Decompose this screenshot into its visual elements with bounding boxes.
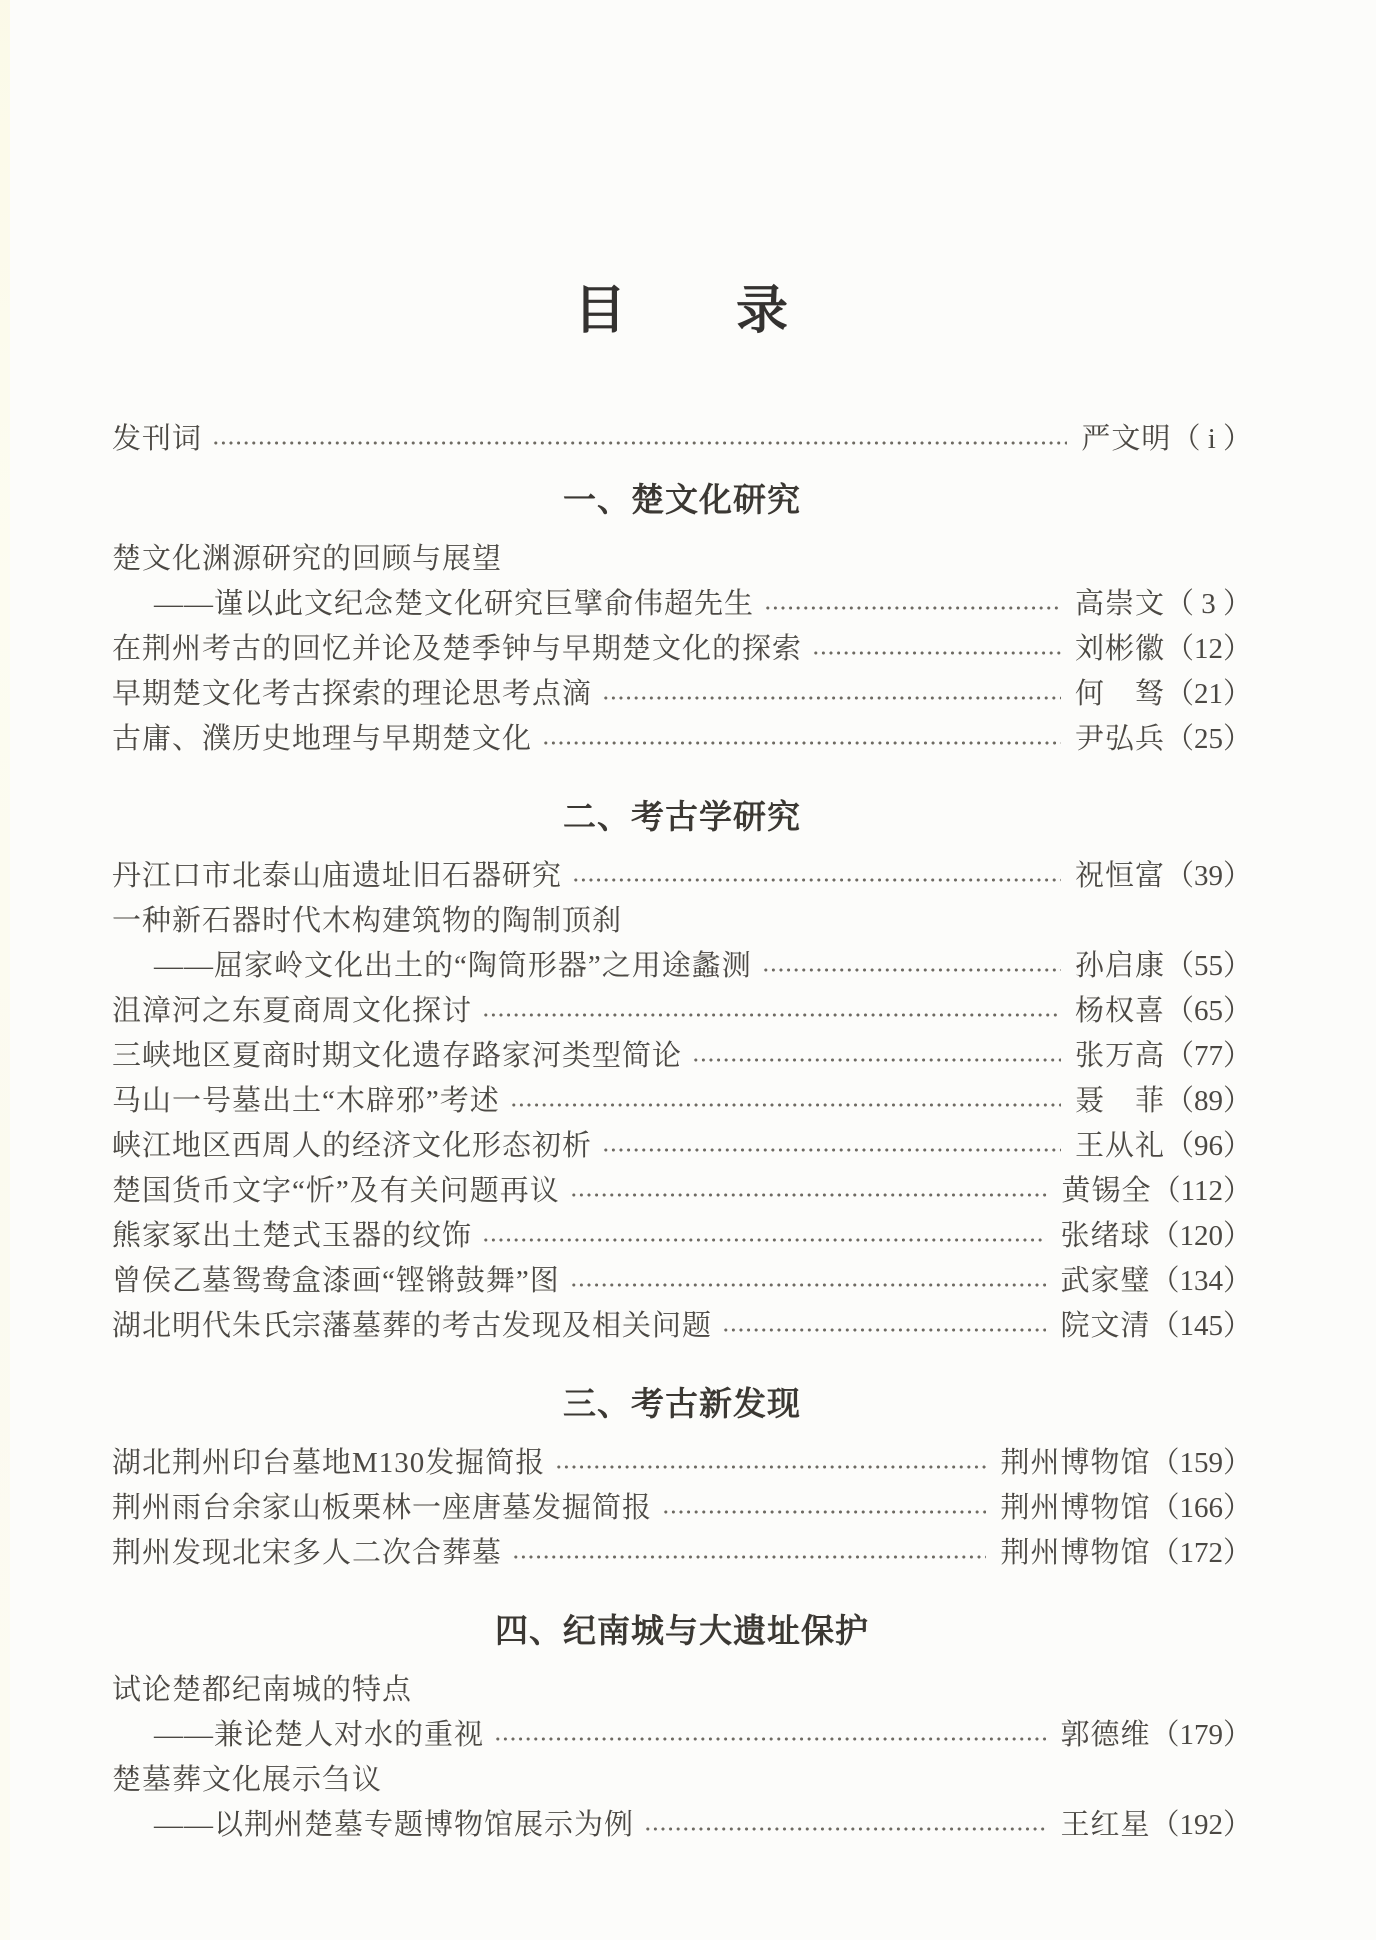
- entry-author: 张绪球: [1060, 1220, 1151, 1252]
- entry-title: 曾侯乙墓鸳鸯盒漆画“铿锵鼓舞”图: [112, 1265, 560, 1297]
- entry-author: 何 驽: [1074, 678, 1165, 710]
- entry-title: 马山一号墓出土“木辟邪”考述: [112, 1085, 500, 1117]
- dot-leader: [644, 1824, 1046, 1834]
- entry-page: （172）: [1150, 1537, 1252, 1569]
- entry-author: 孙启康: [1074, 950, 1165, 982]
- dot-leader: [762, 965, 1061, 975]
- dot-leader: [602, 1145, 1061, 1155]
- entry-title: 熊家冢出土楚式玉器的纹饰: [112, 1220, 473, 1252]
- toc-entry: [112, 672, 1252, 717]
- entry-page: （89）: [1164, 1085, 1252, 1117]
- toc-entry: [112, 1079, 1252, 1124]
- entry-author: 武家璧: [1060, 1265, 1151, 1297]
- entry-author: 张万高: [1074, 1040, 1165, 1072]
- dot-leader: [572, 875, 1061, 885]
- entry-title: 楚文化渊源研究的回顾与展望: [112, 543, 503, 575]
- section-heading: 三、考古新发现: [563, 1385, 801, 1422]
- dot-leader: [570, 1190, 1048, 1200]
- entry-title: 古庸、濮历史地理与早期楚文化: [112, 723, 533, 755]
- toc-entry: [112, 1668, 1252, 1713]
- entry-page: （96）: [1164, 1130, 1252, 1162]
- entry-author: 王从礼: [1074, 1130, 1165, 1162]
- toc-entry: [112, 1124, 1252, 1169]
- toc-entry: [112, 1169, 1252, 1214]
- toc-entry: [112, 537, 1252, 582]
- entry-author: 严文明: [1081, 423, 1172, 455]
- toc-entry: [112, 1034, 1252, 1079]
- entry-author: 尹弘兵: [1074, 723, 1165, 755]
- entry-page: （ i ）: [1171, 423, 1252, 455]
- toc-entry: [112, 989, 1252, 1034]
- entry-page: （179）: [1150, 1719, 1252, 1751]
- entry-author: 黄锡全: [1061, 1175, 1152, 1207]
- entry-page: （ 3 ）: [1164, 588, 1252, 620]
- dot-leader: [555, 1462, 986, 1472]
- dot-leader: [212, 438, 1067, 448]
- toc-entry: [112, 944, 1252, 989]
- entry-page: （192）: [1150, 1809, 1252, 1841]
- entry-author: 杨权喜: [1074, 995, 1165, 1027]
- entry-title: 峡江地区西周人的经济文化形态初析: [112, 1130, 593, 1162]
- entry-title: 荆州雨台余家山板栗林一座唐墓发掘简报: [112, 1492, 653, 1524]
- toc-entry: [112, 1304, 1252, 1349]
- dot-leader: [512, 1552, 986, 1562]
- entry-author: 荆州博物馆: [1000, 1447, 1151, 1479]
- entry-page: （112）: [1151, 1175, 1252, 1207]
- entry-page: （55）: [1164, 950, 1252, 982]
- entry-title: ——以荆州楚墓专题博物馆展示为例: [154, 1809, 635, 1841]
- entry-title: 湖北荆州印台墓地M130发掘简报: [112, 1447, 546, 1479]
- entry-title: ——兼论楚人对水的重视: [154, 1719, 485, 1751]
- page-title: 目 录: [573, 283, 790, 340]
- entry-title: ——屈家岭文化出土的“陶筒形器”之用途蠡测: [154, 950, 752, 982]
- entry-author: 聂 菲: [1074, 1085, 1165, 1117]
- dot-leader: [570, 1280, 1047, 1290]
- dot-leader: [812, 648, 1061, 658]
- entry-title: 楚国货币文字“忻”及有关问题再议: [112, 1175, 560, 1207]
- toc-entry: [112, 1214, 1252, 1259]
- entry-page: （159）: [1150, 1447, 1252, 1479]
- entry-author: 高崇文: [1074, 588, 1165, 620]
- dot-leader: [510, 1100, 1061, 1110]
- entry-page: （77）: [1164, 1040, 1252, 1072]
- toc-entry: [112, 1259, 1252, 1304]
- entry-page: （39）: [1164, 860, 1252, 892]
- entry-author: 郭德维: [1060, 1719, 1151, 1751]
- toc-entry: [112, 899, 1252, 944]
- dot-leader: [602, 693, 1061, 703]
- entry-title: ——谨以此文纪念楚文化研究巨擘俞伟超先生: [154, 588, 755, 620]
- section-heading: 四、纪南城与大遗址保护: [495, 1612, 869, 1649]
- toc-entry: [112, 1531, 1252, 1576]
- entry-title: 在荆州考古的回忆并论及楚季钟与早期楚文化的探索: [112, 633, 803, 665]
- toc-content: [112, 0, 1252, 1848]
- entry-page: （134）: [1150, 1265, 1252, 1297]
- toc-entry: [112, 627, 1252, 672]
- toc-entry: [112, 1803, 1252, 1848]
- dot-leader: [494, 1734, 1046, 1744]
- dot-leader: [692, 1055, 1061, 1065]
- toc-list: [112, 417, 1252, 1848]
- entry-title: 沮漳河之东夏商周文化探讨: [112, 995, 473, 1027]
- entry-title: 楚墓葬文化展示刍议: [112, 1764, 383, 1796]
- entry-title: 早期楚文化考古探索的理论思考点滴: [112, 678, 593, 710]
- entry-page: （12）: [1164, 633, 1252, 665]
- section-heading: 二、考古学研究: [563, 798, 801, 835]
- entry-title: 试论楚都纪南城的特点: [112, 1674, 413, 1706]
- toc-entry: [112, 417, 1252, 462]
- entry-author: 王红星: [1060, 1809, 1151, 1841]
- toc-entry: [112, 1441, 1252, 1486]
- dot-leader: [764, 603, 1061, 613]
- dot-leader: [662, 1507, 986, 1517]
- entry-page: （21）: [1164, 678, 1252, 710]
- dot-leader: [482, 1010, 1061, 1020]
- entry-page: （166）: [1150, 1492, 1252, 1524]
- toc-entry: [112, 582, 1252, 627]
- entry-author: 祝恒富: [1074, 860, 1165, 892]
- entry-page: （25）: [1164, 723, 1252, 755]
- toc-entry: [112, 1758, 1252, 1803]
- section-heading: 一、楚文化研究: [563, 481, 801, 518]
- entry-author: 院文清: [1060, 1310, 1151, 1342]
- entry-title: 湖北明代朱氏宗藩墓葬的考古发现及相关问题: [112, 1310, 713, 1342]
- entry-page: （120）: [1150, 1220, 1252, 1252]
- toc-entry: [112, 854, 1252, 899]
- entry-author: 荆州博物馆: [1000, 1537, 1151, 1569]
- entry-title: 荆州发现北宋多人二次合葬墓: [112, 1537, 503, 1569]
- entry-author: 荆州博物馆: [1000, 1492, 1151, 1524]
- toc-entry: [112, 1486, 1252, 1531]
- dot-leader: [542, 738, 1061, 748]
- dot-leader: [722, 1325, 1046, 1335]
- entry-author: 刘彬徽: [1074, 633, 1165, 665]
- entry-page: （65）: [1164, 995, 1252, 1027]
- toc-entry: [112, 717, 1252, 762]
- dot-leader: [482, 1235, 1046, 1245]
- entry-title: 三峡地区夏商时期文化遗存路家河类型简论: [112, 1040, 683, 1072]
- entry-page: （145）: [1150, 1310, 1252, 1342]
- entry-title: 发刊词: [112, 423, 203, 455]
- entry-title: 丹江口市北泰山庙遗址旧石器研究: [112, 860, 563, 892]
- entry-title: 一种新石器时代木构建筑物的陶制顶刹: [112, 905, 623, 937]
- toc-entry: [112, 1713, 1252, 1758]
